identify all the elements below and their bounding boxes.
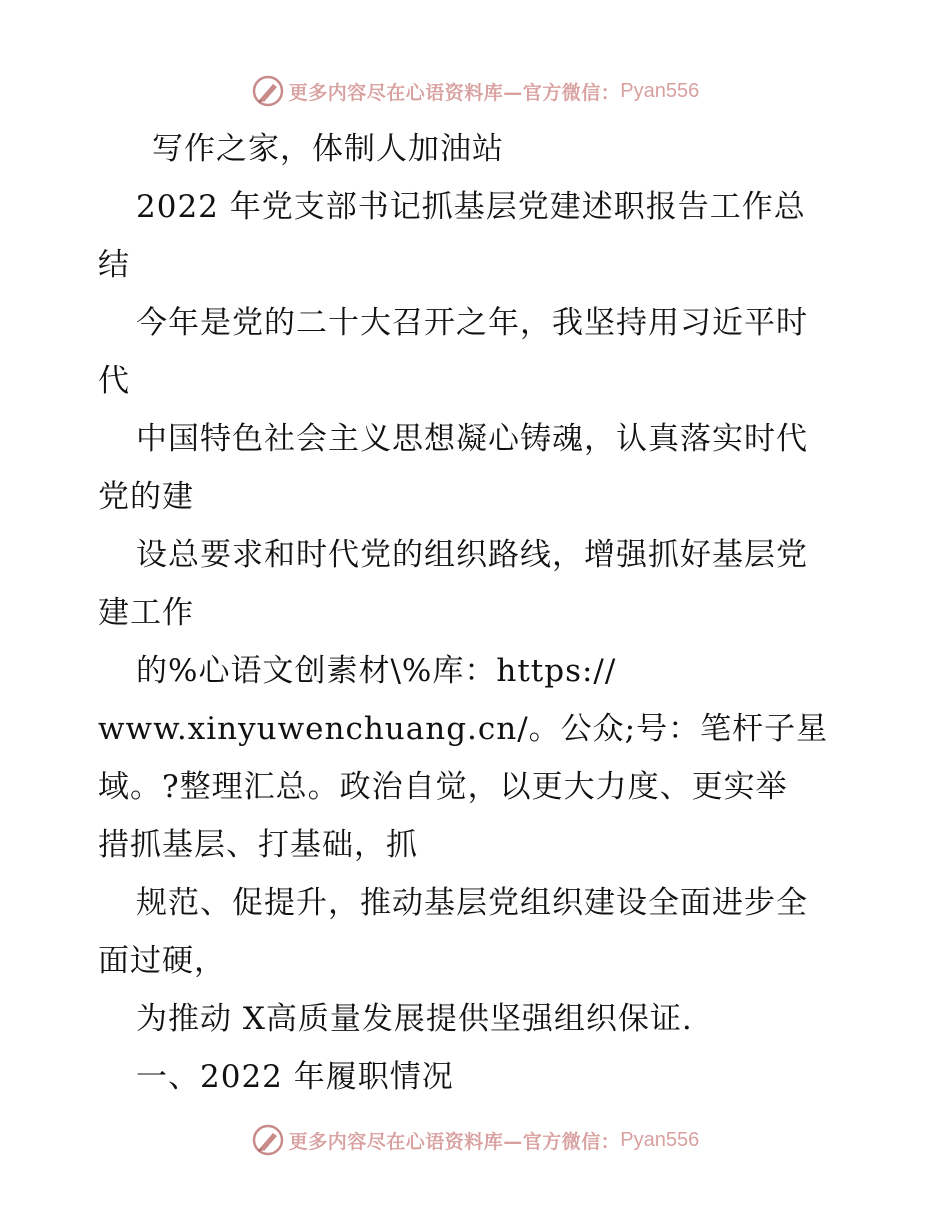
doc-line: 今年是党的二十大召开之年，我坚持用习近平时	[136, 305, 808, 341]
doc-line: 写作之家，体制人加油站	[152, 131, 504, 167]
doc-line: 域。?整理汇总。政治自觉，以更大力度、更实举	[98, 769, 788, 805]
pen-logo-icon	[251, 74, 285, 108]
section-heading: 一、2022 年履职情况	[136, 1059, 454, 1095]
header-watermark	[0, 71, 950, 111]
doc-title-line: 2022 年党支部书记抓基层党建述职报告工作总	[136, 189, 806, 225]
doc-line: 代	[98, 363, 130, 399]
pen-logo-icon	[251, 1123, 285, 1157]
watermark-wechat-id: Pyan556	[620, 79, 700, 102]
doc-line: 面过硬，	[98, 943, 226, 979]
doc-line: 建工作	[98, 595, 194, 631]
footer-watermark	[0, 1120, 950, 1160]
document-body	[98, 120, 858, 1106]
watermark-text: 更多内容尽在心语资料库—官方微信：	[288, 1130, 621, 1153]
doc-line: 的%心语文创素材\%库：https://	[136, 653, 617, 689]
doc-line: 设总要求和时代党的组织路线，增强抓好基层党	[136, 537, 808, 573]
doc-line: www.xinyuwenchuang.cn/。公众;号：笔杆子星	[98, 711, 829, 747]
doc-line: 中国特色社会主义思想凝心铸魂，认真落实时代	[136, 421, 808, 457]
watermark-wechat-id: Pyan556	[620, 1128, 700, 1151]
watermark-text: 更多内容尽在心语资料库—官方微信：	[288, 81, 621, 104]
doc-title-line: 结	[98, 247, 130, 283]
doc-line: 为推动 X高质量发展提供坚强组织保证.	[136, 1001, 693, 1037]
doc-line: 措抓基层、打基础，抓	[98, 827, 418, 863]
doc-line: 规范、促提升，推动基层党组织建设全面进步全	[136, 885, 808, 921]
doc-line: 党的建	[98, 479, 194, 515]
